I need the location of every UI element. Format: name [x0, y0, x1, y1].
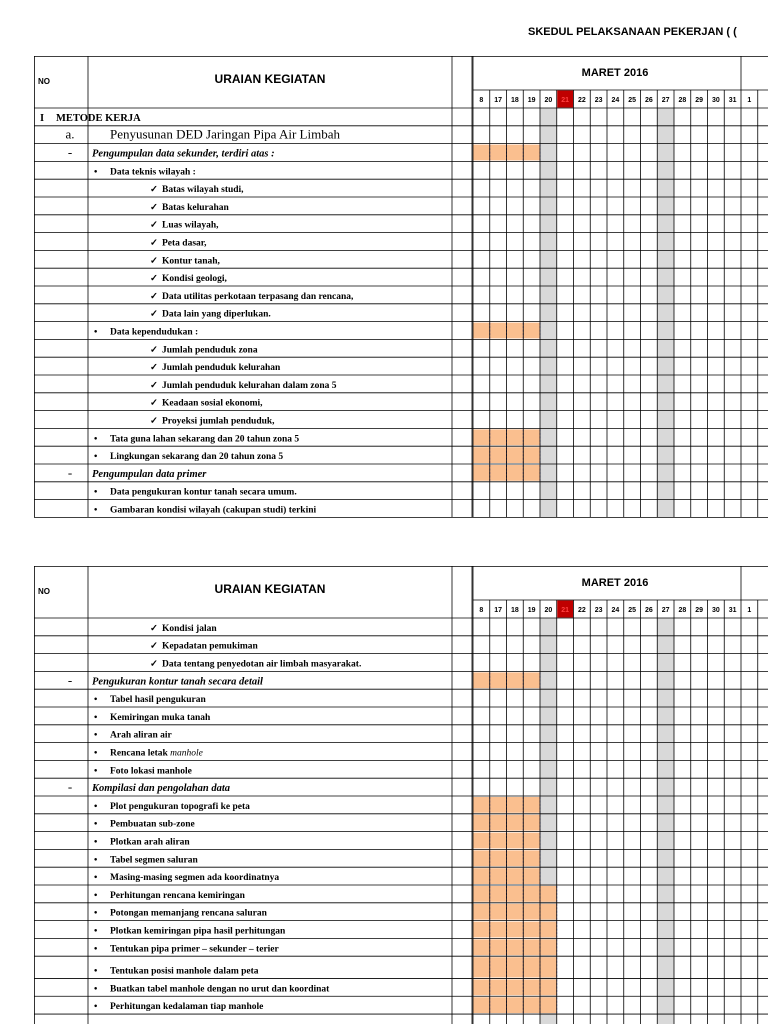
activity-bar	[473, 922, 557, 938]
weekend-column	[540, 108, 557, 517]
row-description: Foto lokasi manhole	[110, 766, 192, 777]
row-description: Data utilitas perkotaan terpasang dan rencana,	[162, 291, 354, 302]
check-icon: ✓	[150, 380, 158, 391]
header-uraian: URAIAN KEGIATAN	[214, 582, 326, 596]
bullet-marker: •	[94, 167, 98, 178]
header-no: NO	[38, 77, 50, 86]
row-number: -	[67, 672, 73, 688]
day-label: 21	[561, 97, 570, 104]
bullet-marker: •	[94, 855, 98, 866]
row-description: Data teknis wilayah :	[110, 167, 196, 178]
check-icon: ✓	[150, 256, 158, 267]
bullet-marker: •	[94, 819, 98, 830]
row-description: Perhitungan kedalaman tiap manhole	[110, 1002, 264, 1013]
bullet-marker: •	[94, 908, 98, 919]
header-no: NO	[38, 587, 50, 596]
check-icon: ✓	[150, 345, 158, 356]
bullet-marker: •	[94, 984, 98, 995]
row-description: Buatkan tabel manhole dengan no urut dan koordinat	[110, 984, 330, 995]
check-icon: ✓	[150, 274, 158, 285]
activity-bar-fill	[473, 939, 557, 955]
day-label: 18	[510, 607, 519, 614]
row-description: Plotkan kemiringan pipa hasil perhitungan	[110, 926, 286, 937]
check-icon: ✓	[150, 416, 158, 427]
row-description: Batas kelurahan	[162, 202, 229, 213]
day-label: 22	[577, 97, 586, 104]
header-month: MARET 2016	[581, 67, 649, 79]
row-description: Data tentang penyedotan air limbah masyarakat.	[162, 659, 362, 670]
check-icon: ✓	[150, 641, 158, 652]
activity-bar-fill	[473, 886, 557, 902]
check-icon: ✓	[150, 220, 158, 231]
row-description: Jumlah penduduk kelurahan dalam zona 5	[162, 380, 337, 391]
day-label: 29	[695, 97, 704, 104]
day-label: 28	[678, 607, 687, 614]
day-label: 8	[479, 97, 484, 104]
check-icon: ✓	[150, 363, 158, 374]
page-title: SKEDUL PELAKSANAAN PEKERJAN ( (	[528, 26, 737, 38]
row-description: Tentukan pipa primer – sekunder – terier	[110, 944, 279, 955]
day-label: 30	[711, 607, 720, 614]
activity-bar	[473, 939, 557, 955]
day-label: 19	[527, 97, 536, 104]
activity-bar-fill	[473, 979, 557, 995]
day-label: 28	[678, 97, 687, 104]
activity-bar-fill	[473, 997, 557, 1013]
row-number: -	[67, 144, 73, 160]
row-number: -	[67, 464, 73, 480]
day-label: 19	[527, 607, 536, 614]
day-label: 30	[711, 97, 720, 104]
row-description: Pengumpulan data sekunder, terdiri atas :	[92, 148, 275, 160]
row-description: Kompilasi dan pengolahan data	[92, 783, 230, 795]
day-label: 1	[747, 97, 752, 104]
row-description: Jumlah penduduk kelurahan	[162, 363, 281, 374]
day-label: 27	[661, 97, 670, 104]
bullet-marker: •	[94, 730, 98, 741]
row-description: Pengukuran kontur tanah secara detail	[92, 676, 263, 688]
bullet-marker: •	[94, 944, 98, 955]
row-description: METODE KERJA	[56, 112, 141, 124]
bullet-marker: •	[94, 966, 98, 977]
row-description: Jumlah penduduk zona	[162, 345, 258, 356]
row-description: Rencana letak manhole	[110, 748, 203, 759]
row-description: Pengumpulan data primer	[92, 468, 207, 480]
header-uraian: URAIAN KEGIATAN	[214, 72, 326, 86]
row-description: Penyusunan DED Jaringan Pipa Air Limbah	[110, 126, 340, 142]
row-description: Kondisi jalan	[162, 623, 217, 634]
bullet-marker: •	[94, 327, 98, 338]
row-description: Tabel segmen saluran	[110, 855, 198, 866]
row-description: Data kependudukan :	[110, 327, 199, 338]
day-label: 17	[494, 97, 503, 104]
check-icon: ✓	[150, 185, 158, 196]
day-label: 20	[544, 607, 553, 614]
check-icon: ✓	[150, 659, 158, 670]
row-description: Data pengukuran kontur tanah secara umum.	[110, 487, 297, 498]
check-icon: ✓	[150, 291, 158, 302]
row-description: Kemiringan muka tanah	[110, 712, 211, 723]
row-description: Batas wilayah studi,	[162, 185, 244, 196]
activity-bar	[473, 886, 557, 902]
bullet-marker: •	[94, 695, 98, 706]
row-description-italic: manhole	[167, 748, 203, 759]
bullet-marker: •	[94, 926, 98, 937]
bullet-marker: •	[94, 1002, 98, 1013]
row-description: Pembuatan sub-zone	[110, 819, 195, 830]
row-description: Kontur tanah,	[162, 256, 220, 267]
row-number: -	[67, 779, 73, 795]
weekend-column	[657, 618, 674, 1024]
weekend-column	[657, 108, 674, 517]
row-description: Plotkan arah aliran	[110, 837, 190, 848]
day-label: 23	[594, 97, 603, 104]
row-description: Data lain yang diperlukan.	[162, 309, 271, 320]
day-label: 20	[544, 97, 553, 104]
activity-bar	[473, 957, 557, 977]
day-label: 8	[479, 607, 484, 614]
day-label: 23	[594, 607, 603, 614]
check-icon: ✓	[150, 309, 158, 320]
check-icon: ✓	[150, 398, 158, 409]
bullet-marker: •	[94, 766, 98, 777]
check-icon: ✓	[150, 238, 158, 249]
row-description: Tabel hasil pengukuran	[110, 695, 206, 706]
day-label: 25	[628, 97, 637, 104]
bullet-marker: •	[94, 837, 98, 848]
row-description: Gambaran kondisi wilayah (cakupan studi) terkini	[110, 505, 317, 516]
row-description: Keadaan sosial ekonomi,	[162, 398, 263, 409]
row-description: Tata guna lahan sekarang dan 20 tahun zona 5	[110, 434, 300, 445]
row-description: Masing-masing segmen ada koordinatnya	[110, 873, 280, 884]
day-label: 17	[494, 607, 503, 614]
day-label: 26	[644, 97, 653, 104]
row-description: Proyeksi jumlah penduduk,	[162, 416, 275, 427]
activity-bar-fill	[473, 957, 557, 977]
day-label: 22	[577, 607, 586, 614]
bullet-marker: •	[94, 801, 98, 812]
row-description: Kepadatan pemukiman	[162, 641, 258, 652]
activity-bar-fill	[473, 904, 557, 920]
schedule-table-2	[34, 566, 768, 1024]
activity-bar	[473, 979, 557, 995]
day-label: 31	[728, 607, 737, 614]
row-number: I	[39, 112, 45, 124]
day-label: 18	[510, 97, 519, 104]
row-description: Plot pengukuran topografi ke peta	[110, 801, 250, 812]
row-description: Arah aliran air	[110, 730, 172, 741]
day-label: 1	[747, 607, 752, 614]
row-number: a.	[65, 126, 75, 142]
row-description: Lingkungan sekarang dan 20 tahun zona 5	[110, 452, 284, 463]
bullet-marker: •	[94, 890, 98, 901]
row-description: Tentukan posisi manhole dalam peta	[110, 966, 259, 977]
row-description: Potongan memanjang rencana saluran	[110, 908, 267, 919]
row-description: Perhitungan rencana kemiringan	[110, 890, 245, 901]
day-label: 29	[695, 607, 704, 614]
bullet-marker: •	[94, 748, 98, 759]
bullet-marker: •	[94, 452, 98, 463]
day-label: 26	[644, 607, 653, 614]
bullet-marker: •	[94, 434, 98, 445]
activity-bar	[473, 904, 557, 920]
day-label: 24	[611, 97, 620, 104]
day-label: 25	[628, 607, 637, 614]
row-description: Kondisi geologi,	[162, 274, 227, 285]
day-label: 31	[728, 97, 737, 104]
activity-bar-fill	[473, 922, 557, 938]
bullet-marker: •	[94, 487, 98, 498]
schedule-grid-1	[34, 56, 768, 528]
schedule-grid-2	[34, 566, 768, 1024]
row-description: Luas wilayah,	[162, 220, 219, 231]
day-label: 24	[611, 607, 620, 614]
day-label: 27	[661, 607, 670, 614]
bullet-marker: •	[94, 712, 98, 723]
header-month: MARET 2016	[581, 577, 649, 589]
row-description: Peta dasar,	[162, 238, 207, 249]
check-icon: ✓	[150, 202, 158, 213]
check-icon: ✓	[150, 623, 158, 634]
schedule-table-1	[34, 56, 768, 528]
activity-bar	[473, 997, 557, 1013]
bullet-marker: •	[94, 505, 98, 516]
bullet-marker: •	[94, 873, 98, 884]
day-label: 21	[561, 607, 570, 614]
